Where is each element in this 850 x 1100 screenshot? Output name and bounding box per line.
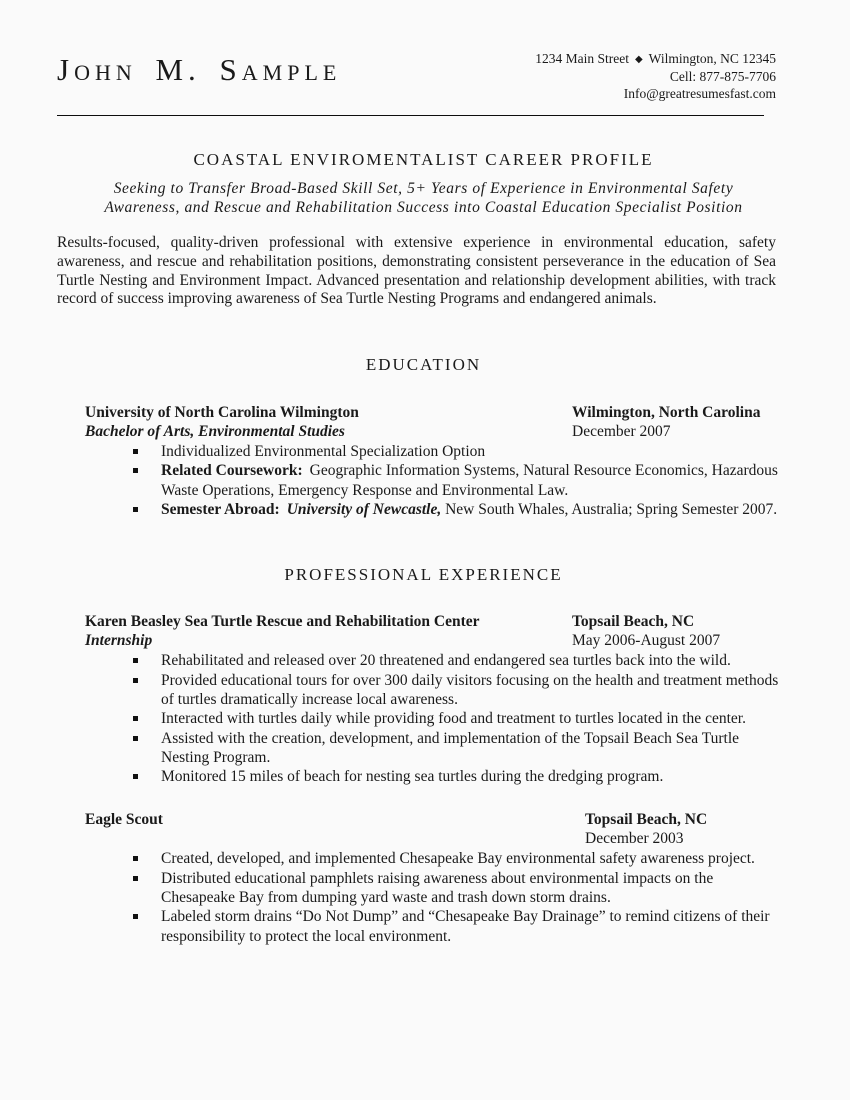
bullet-text: Labeled storm drains “Do Not Dump” and “Chesapeake Bay Drainage” to remind citizens of their responsibility to protect the local environment.: [161, 908, 770, 945]
job1-row-2: [85, 631, 790, 650]
contact-street: 1234 Main Street: [535, 51, 629, 66]
list-item: [105, 709, 790, 728]
bullet-highlight: University of Newcastle,: [286, 501, 442, 519]
bullet-text: Rehabilitated and released over 20 threatened and endangered sea turtles back into the wild.: [161, 652, 731, 670]
bullet-text: Distributed educational pamphlets raising awareness about environmental impacts on the Chesapeake Bay from dumping yard waste and trash down storm drains.: [161, 869, 714, 907]
list-item: [105, 849, 790, 868]
job1-row-1: [85, 612, 790, 631]
contact-email: Info@greatresumesfast.com: [623, 86, 776, 101]
bullet-text: Assisted with the creation, development, and implementation of the Topsail Beach Sea Turtle Nesting Program.: [161, 729, 740, 766]
bullet-lead: Related Coursework:: [161, 462, 303, 480]
contact-address-line: [535, 50, 776, 68]
graduation-date: December 2007: [572, 423, 671, 441]
job-location: Topsail Beach, NC: [572, 613, 695, 631]
bullet-text: Interacted with turtles daily while providing food and treatment to turtles located in the center.: [161, 710, 746, 728]
career-profile-heading: COASTAL ENVIROMENTALIST CAREER PROFILE: [193, 150, 654, 169]
list-item: [105, 461, 790, 500]
education-row-2: [85, 422, 790, 441]
school-location: Wilmington, North Carolina: [572, 404, 761, 422]
list-item: [105, 671, 790, 710]
header: [57, 46, 790, 102]
job1-bullet-list: [105, 651, 790, 786]
list-item: [105, 869, 790, 908]
diamond-icon: ◆: [634, 54, 643, 65]
degree: Bachelor of Arts, Environmental Studies: [85, 423, 345, 441]
job-location: Topsail Beach, NC: [585, 811, 708, 829]
bullet-text: Geographic Information Systems, Natural Resource Economics, Hazardous Waste Operations, Emergency Response and Environmental Law.: [161, 462, 778, 499]
job2-row-2: [85, 829, 790, 848]
list-item: [105, 907, 790, 946]
list-item: [105, 729, 790, 768]
experience-heading: PROFESSIONAL EXPERIENCE: [284, 565, 563, 585]
education-bullet-list: [105, 442, 790, 519]
bullet-text: Monitored 15 miles of beach for nesting sea turtles during the dredging program.: [161, 768, 664, 786]
job-title: Internship: [85, 632, 153, 650]
subtitle-line-2: Awareness, and Rescue and Rehabilitation Success into Coastal Education Specialist Position: [104, 199, 743, 216]
list-item: [105, 442, 790, 461]
header-divider: [57, 115, 764, 120]
list-item: [105, 651, 790, 670]
list-item: [105, 500, 790, 519]
career-profile-subtitle: [57, 179, 790, 217]
job-dates: December 2003: [585, 830, 684, 848]
bullet-text: Created, developed, and implemented Chesapeake Bay environmental safety awareness project.: [161, 850, 755, 868]
job2-row-1: [85, 810, 790, 829]
summary-paragraph: Results-focused, quality-driven professional with extensive experience in environmental education, safety awareness, and rescue and rehabilitation positions, demonstrating consistent perseverance in the education of Sea Turtle Nesting and Environment Impact. Advanced presentation and relationship development abilities, with track record of success improving awareness of Sea Turtle Nesting Programs and endangered animals.: [57, 234, 776, 308]
bullet-text: New South Whales, Australia; Spring Semester 2007.: [445, 501, 778, 519]
job2-bullet-list: [105, 849, 790, 945]
experience-entry-2: [85, 810, 790, 945]
contact-info: [535, 46, 790, 102]
education-entry: [85, 403, 790, 519]
job2-left-spacer: [85, 829, 572, 848]
education-heading: EDUCATION: [365, 355, 482, 375]
contact-city: Wilmington, NC 12345: [648, 51, 776, 66]
bullet-lead: Semester Abroad:: [161, 501, 280, 519]
education-row-1: [85, 403, 790, 422]
employer-name: Karen Beasley Sea Turtle Rescue and Rehabilitation Center: [85, 613, 480, 631]
employer-name: Eagle Scout: [85, 811, 163, 829]
list-item: [105, 767, 790, 786]
experience-entry-1: [85, 612, 790, 786]
bullet-text: Provided educational tours for over 300 daily visitors focusing on the health and treatment methods of turtles dramatically increase local awareness.: [161, 671, 779, 708]
subtitle-line-1: Seeking to Transfer Broad-Based Skill Set, 5+ Years of Experience in Environmental Safety: [113, 180, 734, 197]
school-name: University of North Carolina Wilmington: [85, 404, 359, 422]
contact-cell: Cell: 877-875-7706: [669, 69, 776, 84]
bullet-text: Individualized Environmental Specialization Option: [161, 443, 486, 461]
job-dates: May 2006-August 2007: [572, 632, 721, 650]
candidate-name: John M. Sample: [57, 52, 342, 87]
